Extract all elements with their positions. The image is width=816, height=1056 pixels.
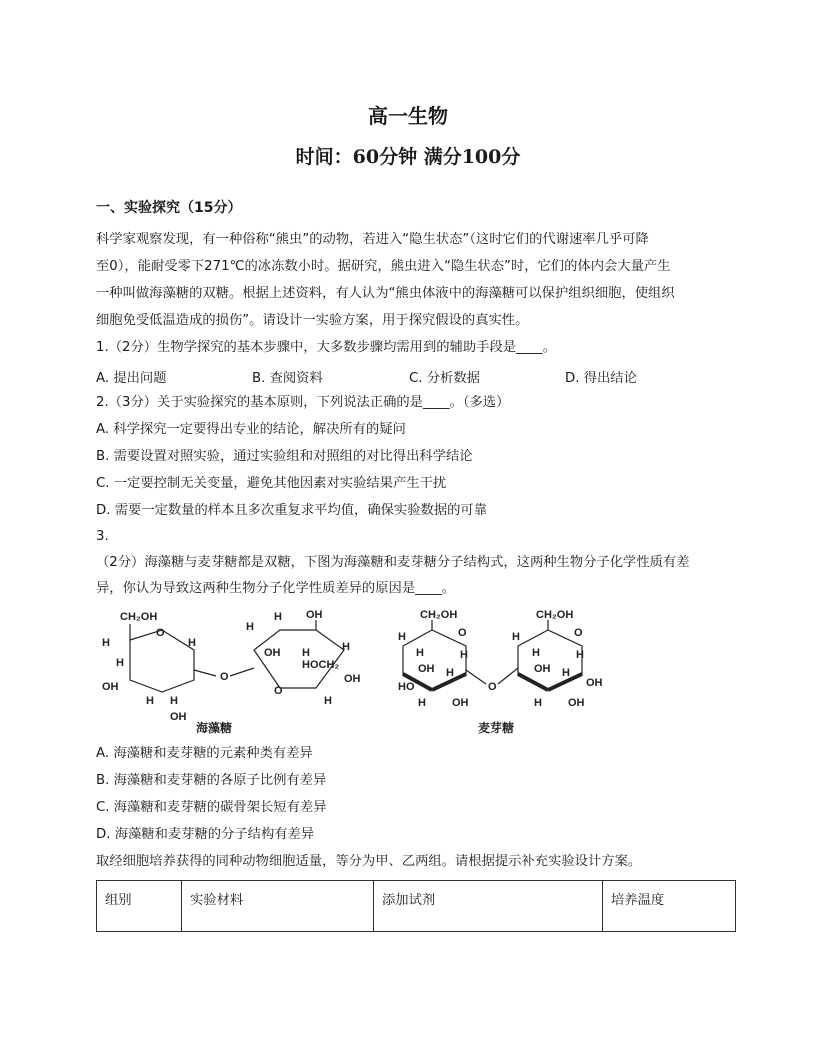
label-o: O bbox=[574, 627, 583, 639]
maltose-caption: 麦芽糖 bbox=[478, 721, 515, 735]
label-hoch2: HOCH₂ bbox=[302, 659, 340, 671]
q3-option-a: A. 海藻糖和麦芽糖的元素种类有差异 bbox=[96, 746, 313, 761]
label-oh: OH bbox=[568, 697, 585, 709]
q1-option-a: A. 提出问题 bbox=[96, 371, 167, 386]
question-3-stem: （2分）海藻糖与麦芽糖都是双糖，下图为海藻糖和麦芽糖分子结构式，这两种生物分子化学性质有差 bbox=[96, 555, 690, 570]
label-h: H bbox=[246, 621, 254, 633]
table-header-cell: 组别 bbox=[97, 881, 182, 932]
intro-line: 科学家观察发现，有一种俗称“熊虫”的动物，若进入“隐生状态”（这时它们的代谢速率几乎可降 bbox=[96, 232, 649, 247]
question-3-stem: 异，你认为导致这两种生物分子化学性质差异的原因是____。 bbox=[96, 581, 456, 596]
question-1-stem: 1.（2分）生物学探究的基本步骤中，大多数步骤均需用到的辅助手段是____。 bbox=[96, 340, 556, 355]
label-h: H bbox=[512, 631, 520, 643]
q2-option-d: D. 需要一定数量的样本且多次重复求平均值，确保实验数据的可靠 bbox=[96, 503, 488, 518]
label-oh: OH bbox=[344, 673, 361, 685]
q1-option-c: C. 分析数据 bbox=[409, 371, 480, 386]
label-ch2oh: CH₂OH bbox=[420, 609, 458, 621]
q2-option-b: B. 需要设置对照实验，通过实验组和对照组的对比得出科学结论 bbox=[96, 449, 473, 464]
label-oh: OH bbox=[586, 677, 603, 689]
q2-option-a: A. 科学探究一定要得出专业的结论，解决所有的疑问 bbox=[96, 422, 406, 437]
label-oh: HO bbox=[398, 681, 415, 693]
experiment-design-table bbox=[96, 880, 736, 932]
label-h: H bbox=[416, 647, 424, 659]
label-o: O bbox=[274, 685, 283, 697]
q2-option-c: C. 一定要控制无关变量，避免其他因素对实验结果产生干扰 bbox=[96, 476, 447, 491]
label-h: H bbox=[576, 649, 584, 661]
label-h: H bbox=[342, 641, 350, 653]
label-oh: OH bbox=[102, 681, 119, 693]
label-h: H bbox=[418, 697, 426, 709]
label-h: H bbox=[446, 667, 454, 679]
question-2-stem: 2.（3分）关于实验探究的基本原则，下列说法正确的是____。（多选） bbox=[96, 395, 510, 410]
table-header-cell: 添加试剂 bbox=[374, 881, 603, 932]
label-h: H bbox=[116, 657, 124, 669]
label-oh: OH bbox=[534, 663, 551, 675]
q3-option-b: B. 海藻糖和麦芽糖的各原子比例有差异 bbox=[96, 773, 327, 788]
label-h: H bbox=[460, 649, 468, 661]
label-h: H bbox=[146, 695, 154, 707]
label-h: H bbox=[274, 611, 282, 623]
label-h: H bbox=[532, 647, 540, 659]
label-ch2oh: CH₂OH bbox=[536, 609, 574, 621]
q3-option-d: D. 海藻糖和麦芽糖的分子结构有差异 bbox=[96, 827, 315, 842]
label-h: H bbox=[170, 695, 178, 707]
label-h: H bbox=[302, 647, 310, 659]
label-oh: OH bbox=[452, 697, 469, 709]
design-intro: 取经细胞培养获得的同种动物细胞适量，等分为甲、乙两组。请根据提示补充实验设计方案。 bbox=[96, 854, 642, 869]
exam-subtitle: 时间：60分钟 满分100分 bbox=[295, 146, 521, 168]
q1-option-d: D. 得出结论 bbox=[565, 371, 637, 386]
label-o: O bbox=[220, 671, 229, 683]
exam-title: 高一生物 bbox=[368, 104, 448, 128]
label-oh: OH bbox=[264, 647, 281, 659]
sugar-structure-diagram bbox=[96, 606, 636, 738]
label-o: O bbox=[156, 627, 165, 639]
q3-option-c: C. 海藻糖和麦芽糖的碳骨架长短有差异 bbox=[96, 800, 327, 815]
question-3-number: 3. bbox=[96, 529, 109, 544]
intro-line: 细胞免受低温造成的损伤”。请设计一实验方案，用于探究假设的真实性。 bbox=[96, 313, 529, 328]
label-h: H bbox=[102, 637, 110, 649]
label-h: H bbox=[534, 697, 542, 709]
intro-line: 至0），能耐受零下271℃的冰冻数小时。据研究，熊虫进入“隐生状态”时，它们的体内会大量产生 bbox=[96, 259, 671, 274]
q1-option-b: B. 查阅资料 bbox=[252, 371, 323, 386]
table-header-cell: 培养温度 bbox=[603, 881, 736, 932]
label-oh: OH bbox=[306, 609, 323, 621]
label-h: H bbox=[562, 667, 570, 679]
intro-line: 一种叫做海藻糖的双糖。根据上述资料，有人认为“熊虫体液中的海藻糖可以保护组织细胞，使组织 bbox=[96, 286, 675, 301]
label-o: O bbox=[488, 681, 497, 693]
table-header-cell: 实验材料 bbox=[182, 881, 374, 932]
trehalose-caption: 海藻糖 bbox=[196, 721, 233, 735]
label-h: H bbox=[324, 695, 332, 707]
label-h: H bbox=[188, 637, 196, 649]
label-oh: OH bbox=[418, 663, 435, 675]
label-h: H bbox=[398, 631, 406, 643]
label-o: O bbox=[458, 627, 467, 639]
label-oh: OH bbox=[170, 711, 187, 723]
section-heading: 一、实验探究（15分） bbox=[96, 200, 242, 216]
table-row bbox=[97, 881, 736, 932]
label-ch2oh: CH₂OH bbox=[120, 611, 158, 623]
